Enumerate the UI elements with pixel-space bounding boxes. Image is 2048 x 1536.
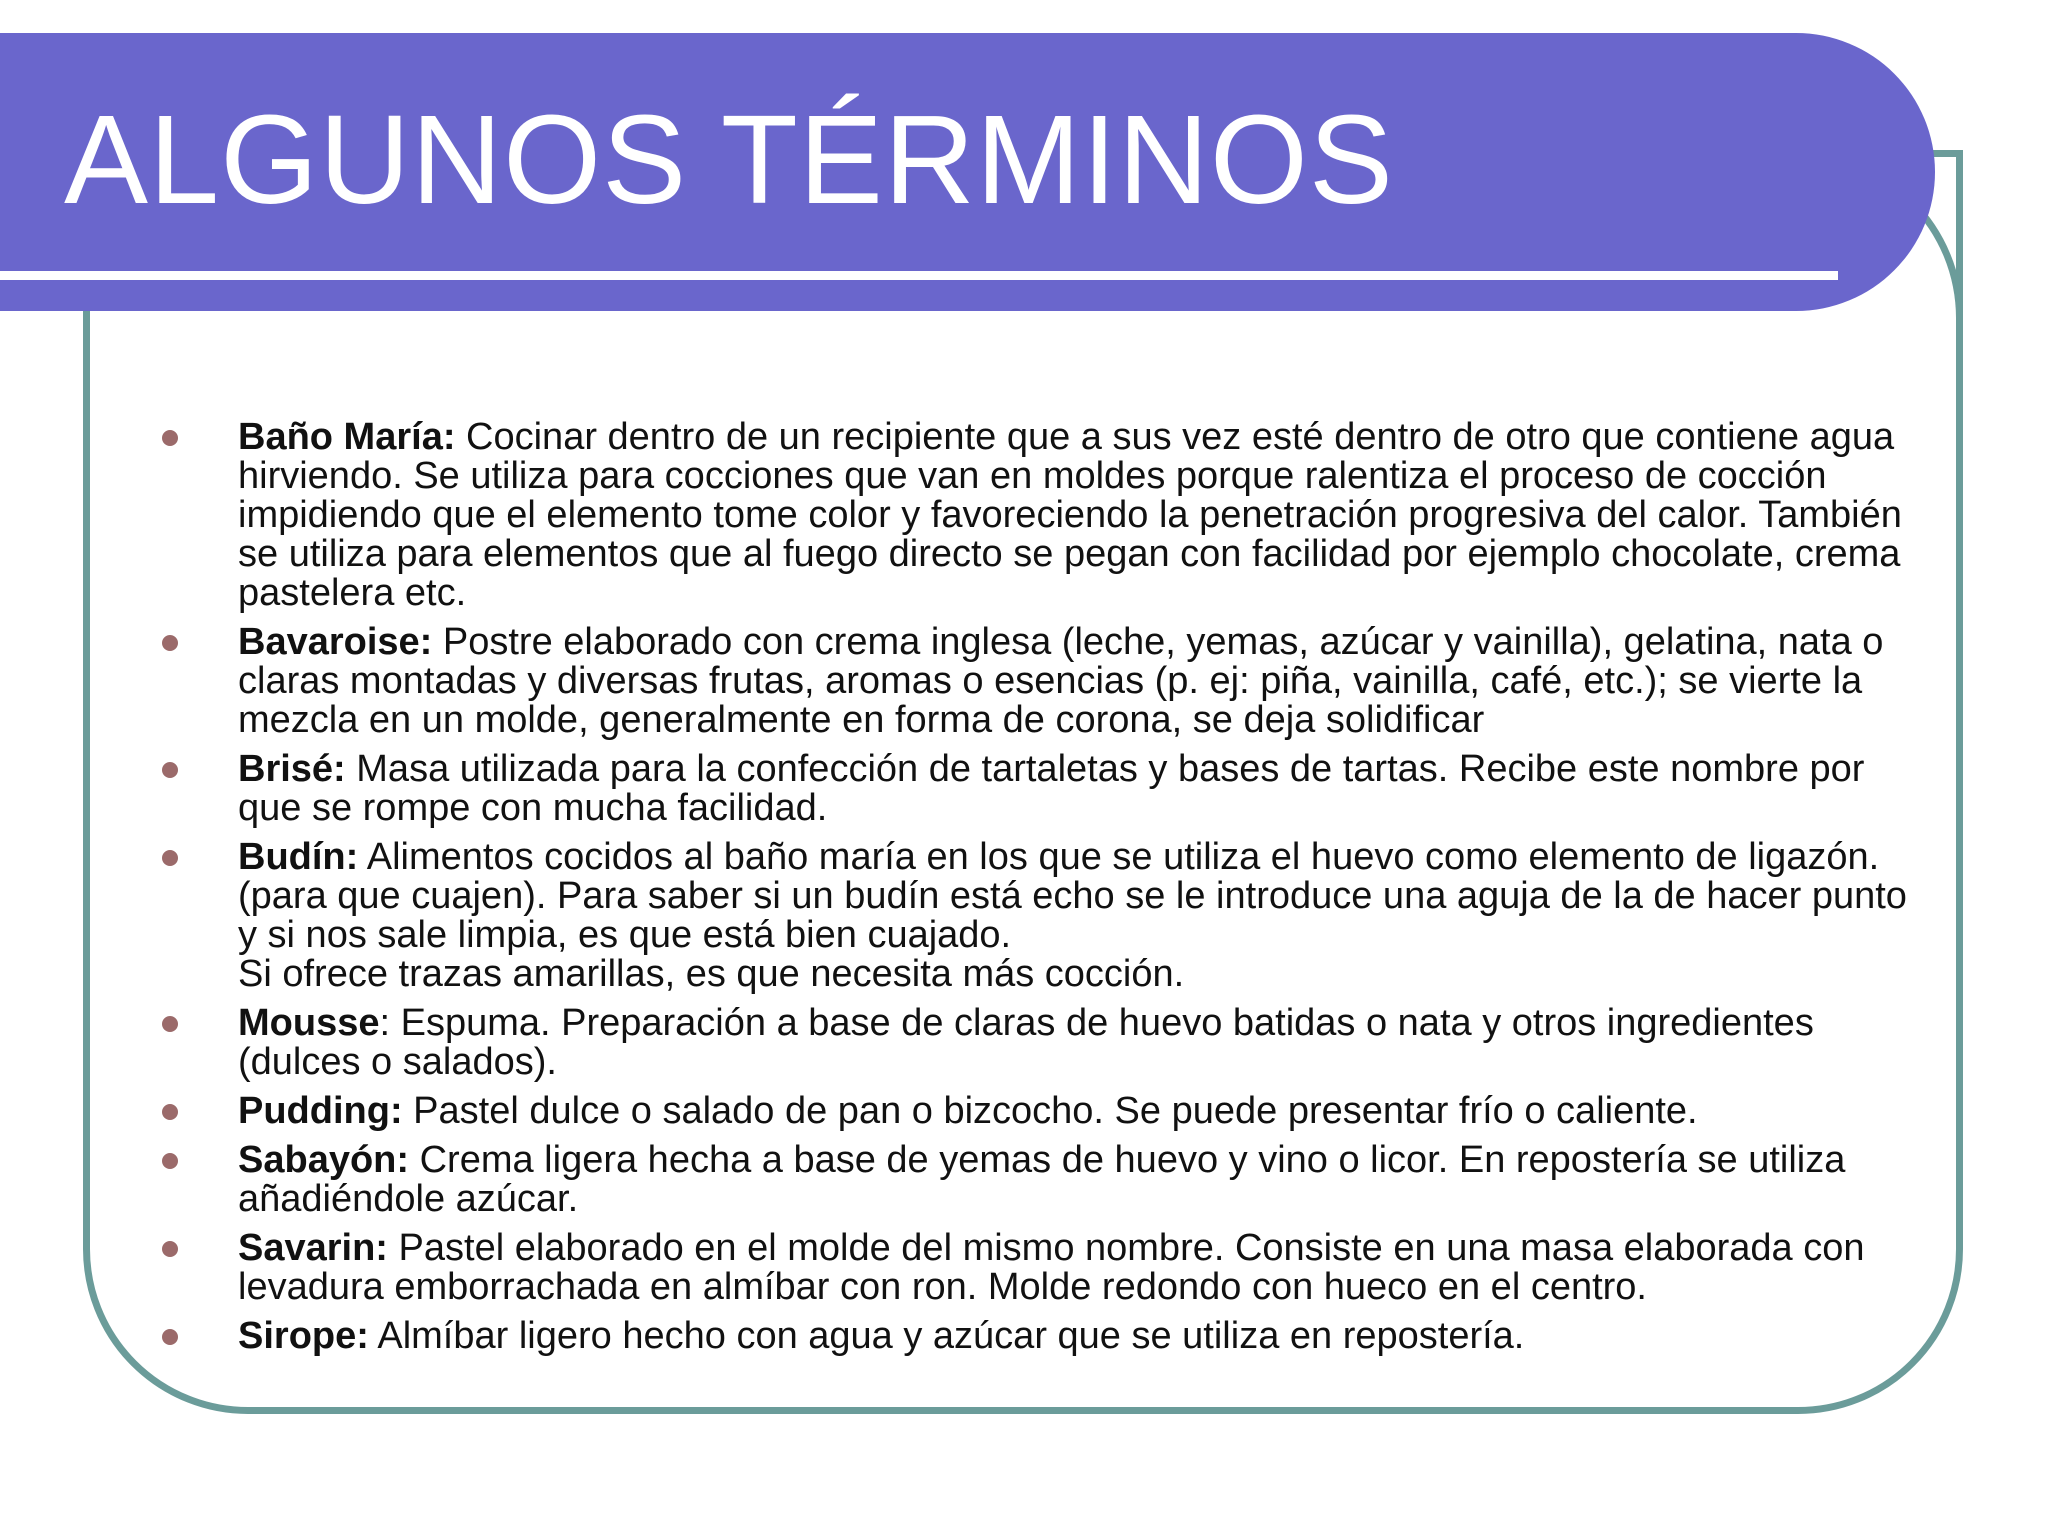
term-name: Sabayón: — [238, 1139, 410, 1181]
term-name: Sirope: — [238, 1315, 369, 1357]
bullet-icon — [162, 1153, 178, 1169]
term-description: Pastel elaborado en el molde del mismo nombre. Consiste en una masa elaborada con levadura emborrachada en almíbar con ron. Molde redondo con hueco en el centro. — [238, 1227, 1865, 1308]
term-name: Pudding: — [238, 1090, 403, 1132]
term-name: Baño María: — [238, 416, 456, 458]
term-name: Brisé: — [238, 748, 346, 790]
list-item-sabayon — [150, 1141, 1930, 1219]
bullet-icon — [162, 1104, 178, 1120]
bullet-icon — [162, 850, 178, 866]
list-item-bavaroise — [150, 623, 1930, 740]
term-description: Postre elaborado con crema inglesa (leche, yemas, azúcar y vainilla), gelatina, nata o claras montadas y diversas frutas, aromas o esencias (p. ej: piña, vainilla, café, etc.); se vierte la mezcla en un molde, generalmente en forma de corona, se deja solidificar — [238, 621, 1884, 741]
term-name: Savarin: — [238, 1227, 388, 1269]
bullet-icon — [162, 1016, 178, 1032]
list-item-pudding — [150, 1092, 1930, 1131]
list-item-sirope — [150, 1317, 1930, 1356]
term-name: Mousse — [238, 1002, 380, 1044]
term-description: : Espuma. Preparación a base de claras de huevo batidas o nata y otros ingredientes (dulces o salados). — [238, 1002, 1814, 1083]
list-item-brise — [150, 750, 1930, 828]
bullet-icon — [162, 635, 178, 651]
list-item-budin — [150, 838, 1930, 994]
list-item-mousse — [150, 1004, 1930, 1082]
term-description: Almíbar ligero hecho con agua y azúcar que se utiliza en repostería. — [368, 1315, 1525, 1357]
term-description: Crema ligera hecha a base de yemas de huevo y vino o licor. En repostería se utiliza añadiéndole azúcar. — [238, 1139, 1846, 1220]
term-description: Masa utilizada para la confección de tartaletas y bases de tartas. Recibe este nombre por que se rompe con mucha facilidad. — [238, 748, 1865, 829]
bullet-icon — [162, 1241, 178, 1257]
term-description: Alimentos cocidos al baño maría en los que se utiliza el huevo como elemento de ligazón. (para que cuajen). Para saber si un budín está echo se le introduce una aguja de la de hacer punto y si nos sale limpia, es que está bien cuajado. Si ofrece trazas amarillas, es que necesita más cocción. — [238, 836, 1907, 995]
list-item-bano-maria — [150, 418, 1930, 613]
bullet-icon — [162, 1329, 178, 1345]
title-underline — [0, 271, 1838, 280]
term-name: Budín: — [238, 836, 359, 878]
terms-list — [150, 418, 1930, 1366]
term-name: Bavaroise: — [238, 621, 433, 663]
term-description: Pastel dulce o salado de pan o bizcocho. Se puede presentar frío o caliente. — [402, 1090, 1698, 1132]
list-item-savarin — [150, 1229, 1930, 1307]
slide-title: ALGUNOS TÉRMINOS — [64, 89, 1394, 230]
bullet-icon — [162, 762, 178, 778]
bullet-icon — [162, 430, 178, 446]
term-description: Cocinar dentro de un recipiente que a sus vez esté dentro de otro que contiene agua hirviendo. Se utiliza para cocciones que van en moldes porque ralentiza el proceso de cocción impidiendo que el elemento tome color y favoreciendo la penetración progresiva del calor. También se utiliza para elementos que al fuego directo se pegan con facilidad por ejemplo chocolate, crema pastelera etc. — [238, 416, 1902, 614]
